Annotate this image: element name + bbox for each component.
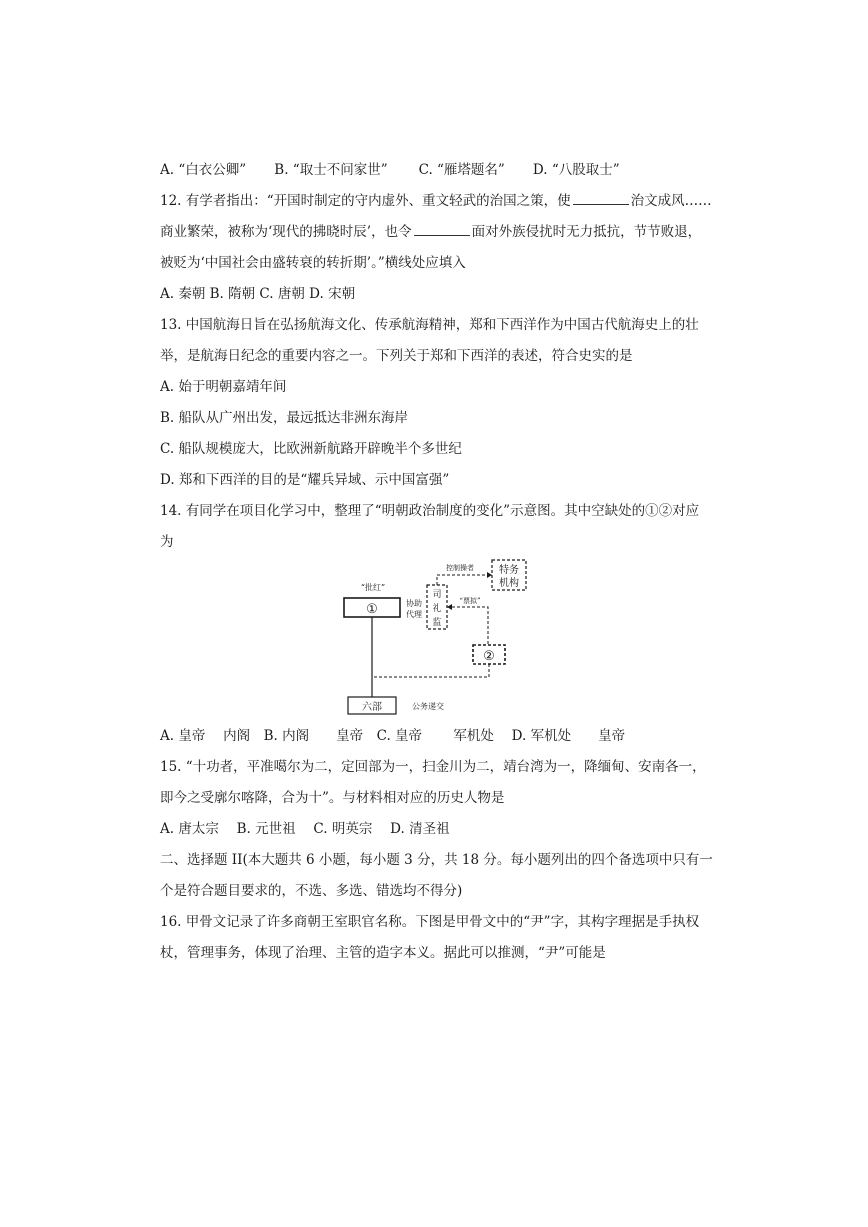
q14-line-1: 14. 有同学在项目化学习中，整理了“明朝政治制度的变化”示意图。其中空缺处的①②对应 (160, 503, 700, 519)
q16-line-2: 杖，管理事务，体现了治理、主管的造字本义。据此可以推测，“尹”可能是 (160, 945, 606, 961)
q12-options: A. 秦朝 B. 隋朝 C. 唐朝 D. 宋朝 (160, 286, 356, 302)
q13-line-1: 13. 中国航海日旨在弘扬航海文化、传承航海精神，郑和下西洋作为中国古代航海史上的壮 (160, 317, 699, 333)
q13-option-b: B. 船队从广州出发，最远抵达非洲东海岸 (160, 410, 409, 426)
arrow-head-icon (487, 572, 492, 578)
q15-options: A. 唐太宗 B. 元世祖 C. 明英宗 D. 清圣祖 (160, 821, 450, 837)
answer-blank (573, 192, 629, 205)
q11-option-b: B. “取士不问家世” (274, 162, 388, 178)
ming-politics-diagram (330, 555, 530, 720)
sili-char-2: 礼 (432, 604, 442, 614)
q12-text: 治文成风…… (630, 193, 712, 209)
q14-line-2: 为 (160, 534, 174, 550)
q15-line-1: 15. “十功者，平准噶尔为二，定回部为一，扫金川为二，靖台湾为一，降缅甸、安南各一， (160, 759, 706, 775)
box2-path (372, 664, 489, 677)
piaoni-path (447, 607, 488, 645)
q11-options (160, 160, 620, 180)
q12-line-3: 被贬为‘中国社会由盛转衰的转折期’。”横线处应填入 (160, 255, 466, 271)
liubu-label: 六部 (362, 702, 382, 713)
assist-label-1: 协助 (406, 599, 422, 608)
control-path (437, 575, 487, 585)
q14-options: A. 皇帝 内阁 B. 内阁 皇帝 C. 皇帝 军机处 D. 军机处 皇帝 (160, 728, 626, 744)
box-1-label: ① (366, 602, 378, 617)
arrow-head-icon (447, 604, 452, 610)
answer-blank (414, 223, 470, 236)
tewu-label-1: 特务 (499, 565, 519, 576)
box-2-label: ② (483, 649, 495, 664)
section-2-line-2: 个是符合题目要求的，不选、多选、错选均不得分) (160, 883, 463, 899)
q11-option-d: D. “八股取士” (532, 162, 620, 178)
q16-line-1: 16. 甲骨文记录了许多商朝王室职官名称。下图是甲骨文中的“尹”字，其构字理据是手执权 (160, 914, 700, 930)
sili-char-3: 监 (432, 618, 442, 628)
q11-option-c: C. “雁塔题名” (418, 162, 505, 178)
piaoni-label: “票拟” (459, 597, 481, 605)
q13-option-a: A. 始于明朝嘉靖年间 (160, 379, 287, 395)
q15-line-2: 即今之受廓尔喀降，合为十”。与材料相对应的历史人物是 (160, 790, 505, 806)
q12-line-2 (160, 222, 701, 242)
gongwu-label: 公务递交 (412, 702, 444, 711)
q13-option-d: D. 郑和下西洋的目的是“耀兵异域、示中国富强” (160, 472, 450, 488)
q13-option-c: C. 船队规模庞大，比欧洲新航路开辟晚半个多世纪 (160, 441, 462, 457)
q11-option-a: A. “白衣公卿” (160, 162, 247, 178)
q13-line-2: 举，是航海日纪念的重要内容之一。下列关于郑和下西洋的表述，符合史实的是 (160, 348, 633, 364)
q12-text: 面对外族侵扰时无力抵抗，节节败退， (471, 224, 702, 240)
pihong-label: “批红” (360, 583, 386, 592)
sili-char-1: 司 (432, 590, 442, 600)
control-label: 控制操者 (446, 564, 474, 572)
q12-line-1 (160, 191, 712, 211)
assist-label-2: 代理 (406, 610, 422, 619)
q12-text: 商业繁荣，被称为‘现代的拂晓时辰’，也令 (160, 224, 412, 240)
q12-text: 12. 有学者指出：“开国时制定的守内虚外、重文轻武的治国之策，使 (160, 193, 571, 209)
section-2-line-1: 二、选择题 II(本大题共 6 小题，每小题 3 分，共 18 分。每小题列出的四个备选项中只有一 (160, 852, 713, 868)
tewu-label-2: 机构 (499, 578, 519, 589)
